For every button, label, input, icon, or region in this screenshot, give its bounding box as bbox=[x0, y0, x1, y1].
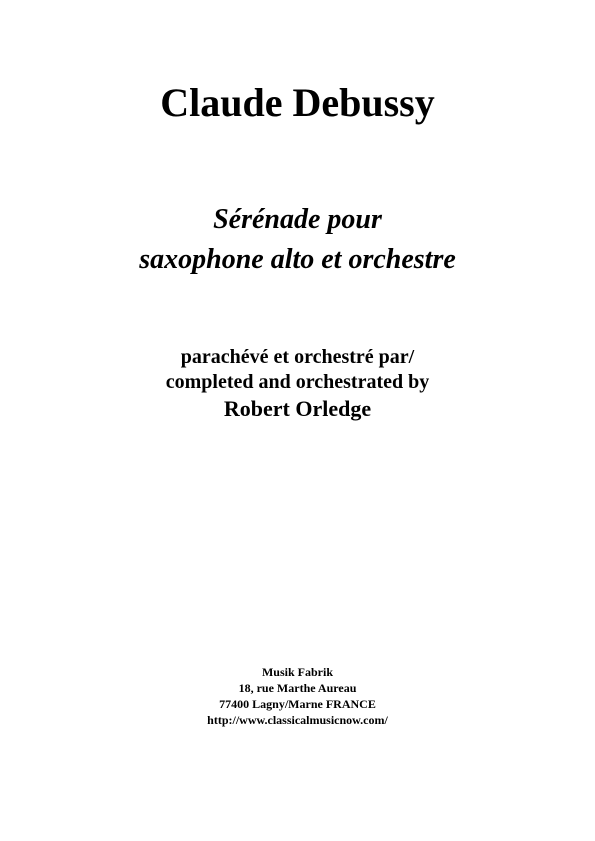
publisher-city: 77400 Lagny/Marne FRANCE bbox=[219, 697, 376, 711]
publisher-name: Musik Fabrik bbox=[261, 665, 333, 679]
publisher-block bbox=[0, 664, 595, 728]
work-title-line-1: Sérénade pour bbox=[213, 204, 382, 235]
publisher-url[interactable]: http://www.classicalmusicnow.com/ bbox=[207, 713, 388, 727]
publisher-street: 18, rue Marthe Aureau bbox=[238, 681, 357, 695]
arranger-name: Robert Orledge bbox=[223, 396, 372, 421]
credit-line-english: completed and orchestrated by bbox=[165, 371, 430, 393]
credit-line-french: parachévé et orchestré par/ bbox=[180, 346, 415, 368]
work-title-line-2: saxophone alto et orchestre bbox=[139, 244, 456, 275]
composer-name: Claude Debussy bbox=[160, 80, 435, 125]
work-title bbox=[0, 200, 595, 280]
arranger-credit bbox=[0, 345, 595, 422]
